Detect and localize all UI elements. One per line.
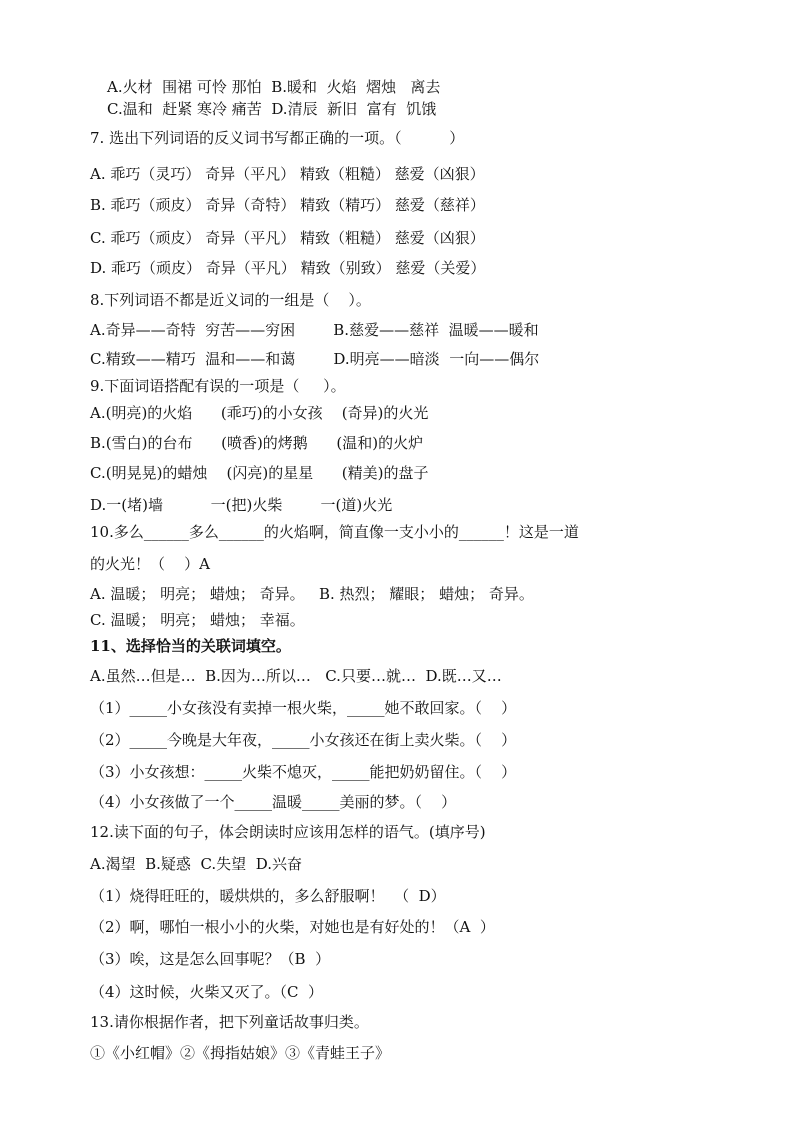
q11-item-3: （3）小女孩想：_____火柴不熄灭，_____能把奶奶留住。（ ） — [90, 763, 517, 781]
q9-option-d: D.一(堵)墙 一(把)火柴 一(道)火光 — [90, 496, 393, 514]
q6-options-ab: A.火材 围裙 可怜 那怕 B.暖和 火焰 熠烛 离去 — [107, 78, 441, 96]
q12-item-3: （3）唉，这是怎么回事呢？（B ） — [90, 950, 331, 968]
q12-question: 12.读下面的句子，体会朗读时应该用怎样的语气。(填序号) — [90, 823, 486, 841]
q7-option-b: B. 乖巧（顽皮） 奇异（奇特） 精致（精巧） 慈爱（慈祥） — [90, 196, 485, 214]
q11-options: A.虽然…但是… B.因为…所以… C.只要…就… D.既…又… — [90, 667, 502, 685]
q9-question: 9.下面词语搭配有误的一项是（ ）。 — [90, 377, 346, 395]
q7-option-d: D. 乖巧（顽皮） 奇异（平凡） 精致（别致） 慈爱（关爱） — [90, 259, 486, 277]
q8-options-ab: A.奇异——奇特 穷苦——穷困 B.慈爱——慈祥 温暖——暖和 — [90, 321, 539, 339]
q8-options-cd: C.精致——精巧 温和——和蔼 D.明亮——暗淡 一向——偶尔 — [90, 350, 540, 368]
q11-heading: 11、选择恰当的关联词填空。 — [90, 637, 291, 655]
q13-question: 13.请你根据作者，把下列童话故事归类。 — [90, 1013, 369, 1031]
q9-option-b: B.(雪白)的台布 (喷香)的烤鹅 (温和)的火炉 — [90, 434, 424, 452]
q6-options-cd: C.温和 赶紧 寒冷 痛苦 D.清辰 新旧 富有 饥饿 — [107, 100, 437, 118]
q12-item-4: （4）这时候，火柴又灭了。（C ） — [90, 983, 324, 1001]
q7-question: 7. 选出下列词语的反义词书写都正确的一项。（ ） — [90, 129, 465, 147]
q9-option-a: A.(明亮)的火焰 (乖巧)的小女孩 (奇异)的火光 — [90, 404, 429, 422]
q11-item-1: （1）_____小女孩没有卖掉一根火柴，_____她不敢回家。（ ） — [90, 699, 517, 717]
q7-option-c: C. 乖巧（顽皮） 奇异（平凡） 精致（粗糙） 慈爱（凶狠） — [90, 229, 485, 247]
q11-item-4: （4）小女孩做了一个_____温暖_____美丽的梦。（ ） — [90, 793, 457, 811]
q10-option-c: C. 温暖； 明亮； 蜡烛； 幸福。 — [90, 611, 305, 629]
q12-item-1: （1）烧得旺旺的，暖烘烘的，多么舒服啊！ （ D） — [90, 887, 446, 905]
q10-question-cont: 的火光！（ ）A — [90, 555, 210, 573]
q8-question: 8.下列词语不都是近义词的一组是（ ）。 — [90, 291, 371, 309]
q7-option-a: A. 乖巧（灵巧） 奇异（平凡） 精致（粗糙） 慈爱（凶狠） — [90, 165, 485, 183]
q12-options: A.渴望 B.疑惑 C.失望 D.兴奋 — [90, 855, 302, 873]
q10-options-ab: A. 温暖； 明亮； 蜡烛； 奇异。 B. 热烈； 耀眼； 蜡烛； 奇异。 — [90, 585, 534, 603]
q9-option-c: C.(明晃晃)的蜡烛 (闪亮)的星星 (精美)的盘子 — [90, 464, 429, 482]
q12-item-2: （2）啊，哪怕一根小小的火柴，对她也是有好处的！（A ） — [90, 918, 495, 936]
q13-stories: ①《小红帽》②《拇指姑娘》③《青蛙王子》 — [90, 1044, 391, 1062]
q11-item-2: （2）_____今晚是大年夜，_____小女孩还在街上卖火柴。（ ） — [90, 731, 517, 749]
q10-question: 10.多么______多么______的火焰啊，简直像一支小小的______！这是一道 — [90, 523, 579, 541]
